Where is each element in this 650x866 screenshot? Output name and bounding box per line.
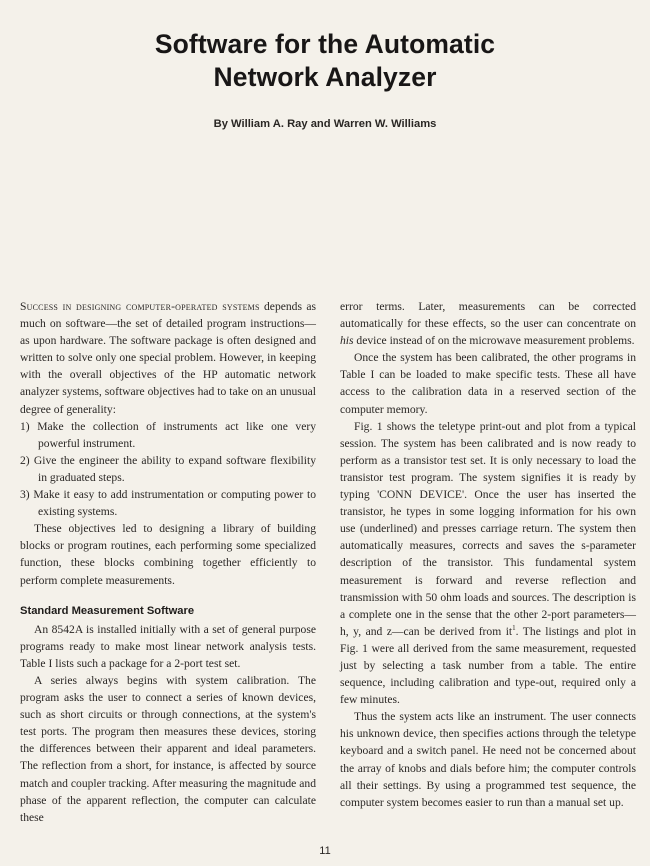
fig1-paragraph — [340, 418, 636, 709]
objectives-list — [20, 418, 316, 521]
objective-item: 3) Make it easy to add instrumentation or computing power to existing systems. — [20, 488, 316, 519]
page-number: 11 — [319, 845, 331, 857]
left-column — [20, 298, 316, 838]
footnote-marker: 1 — [512, 623, 516, 632]
article-title — [0, 28, 650, 94]
fig1-text-a: Fig. 1 shows the teletype print-out and plot from a typical session. The system has been calibrated and is now ready to perform as a transistor test set. It is only necessary to load the transistor test program. The system signifies it is ready by typing 'CONN DEVICE'. Once the user has inserted the transistor, he types in some logging information for his own use (underlined) and presses carriage return. The system then automatically measures, corrects and saves the s-parameter description of the transistor. This fundamental system measurement is forward and reverse reflection and transmission with 50 ohm loads and sources. The description is a complete one in the sense that the other 2-port parameters—h, y, and z—can be derived from it — [340, 419, 636, 638]
calibrated-paragraph: Once the system has been calibrated, the other programs in Table I can be loaded to make specific tests. These all have access to the calibration data in a reserved section of the computer memory. — [340, 351, 636, 416]
right-column — [340, 298, 636, 838]
article-title-line-1: Software for the Automatic — [154, 29, 496, 59]
error-terms-italic: his — [340, 334, 354, 348]
intro-paragraph — [20, 298, 316, 418]
error-terms-paragraph — [340, 298, 636, 349]
article-byline: By William A. Ray and Warren W. Williams — [213, 118, 437, 130]
objective-item: 2) Give the engineer the ability to expand software flexibility in graduated steps. — [20, 453, 316, 484]
article-title-line-2: Network Analyzer — [213, 62, 437, 92]
fig1-text-b: . The listings and plot in Fig. 1 were all derived from the same measurement, requested just by selecting a task number from a table. The entire sequence, including calibration and type-out, required only a few minutes. — [340, 624, 636, 707]
calibration-paragraph: A series always begins with system calibration. The program asks the user to connect a series of known devices, such as short circuits or through connections, at the system's test ports. The program then measures these devices, storing the differences between their apparent and ideal parameters. The reflection from a short, for instance, is affected by source match and coupler tracking. After measuring the magnitude and phase of the apparent reflection, the computer can calculate these — [20, 673, 316, 824]
objectives-led-paragraph: These objectives led to designing a library of building blocks or program routines, each performing some specialized function, these blocks combining together efficiently to perform complete measurements. — [20, 522, 316, 587]
error-terms-text-a: error terms. Later, measurements can be corrected automatically for these effects, so the user can concentrate on — [340, 300, 636, 331]
objective-item: 1) Make the collection of instruments act like one very powerful instrument. — [20, 419, 316, 450]
package-paragraph: An 8542A is installed initially with a set of general purpose programs ready to make most linear network analysis tests. Table I lists such a package for a 2-port test set. — [20, 622, 316, 670]
intro-text: depends as much on software—the set of detailed program instructions—as upon hardware. The software package is often designed and written to solve only one special problem. However, in keeping with the overall objectives of the HP automatic network analyzer systems, software objectives had to take on an unusual degree of generality: — [20, 300, 317, 416]
instrument-paragraph: Thus the system acts like an instrument. The user connects his unknown device, then specifies actions through the teletype keyboard and a switch panel. He need not be concerned about the array of knobs and dials before him; the computer controls all their settings. By using a programmed test sequence, the computer system becomes easier to run than a manual set up. — [340, 710, 636, 809]
error-terms-text-b: device instead of on the microwave measurement problems. — [353, 334, 635, 348]
section-heading: Standard Measurement Software — [20, 604, 195, 617]
intro-smallcaps: Success in designing computer-operated systems — [20, 300, 260, 313]
